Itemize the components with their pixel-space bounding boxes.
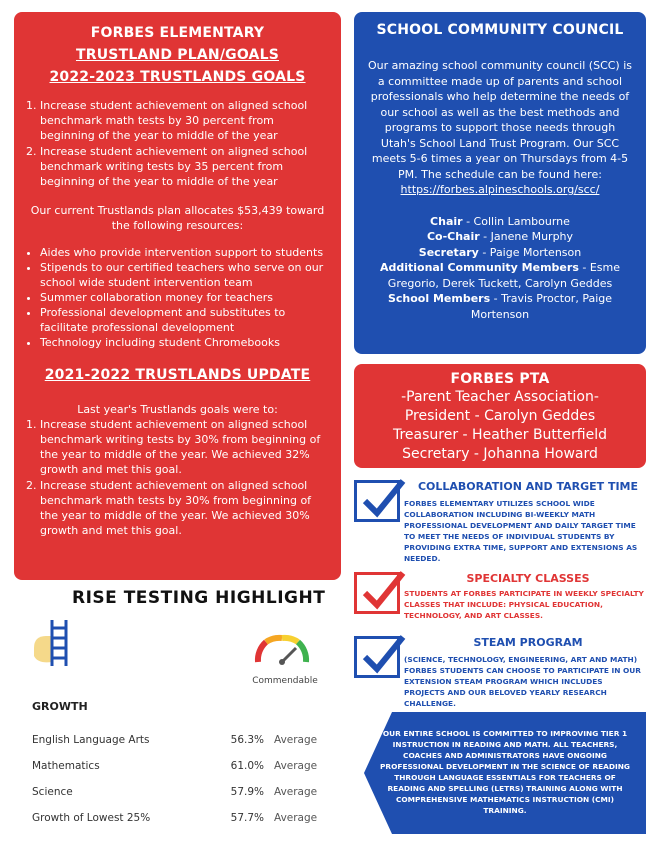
scc-title: SCHOOL COMMUNITY COUNCIL xyxy=(376,22,624,38)
cochair-label: Co-Chair xyxy=(426,230,480,243)
resource-item: • Professional development and substitutes to facilitate professional development xyxy=(40,305,329,335)
card-desc: STUDENTS AT FORBES PARTICIPATE IN WEEKLY SPECIALTY CLASSES THAT INCLUDE: PHYSICAL EDUCATION, TECHNOLOGY, AND ART CLASSES. xyxy=(404,589,644,620)
pta-title: FORBES PTA xyxy=(450,371,550,387)
score-value: 57.9% xyxy=(230,786,264,798)
checkbox-icon xyxy=(354,572,400,614)
scc-body: Our amazing school community council (SCC) is a committee made up of parents and school professionals who help determine the needs of our school as well as the best methods and programs to support those needs through Utah's School Land Trust Program. Our SCC meets 5-6 times a year on Thursdays from 4-5 PM. The schedule can be found here: xyxy=(368,59,633,181)
collaboration-card xyxy=(354,480,646,566)
plan-text: Our current Trustlands plan allocates $53,439 toward the following resources: xyxy=(30,204,325,232)
subject-name: Mathematics xyxy=(32,760,100,772)
score-rating: Average xyxy=(274,760,318,772)
score-value: 56.3% xyxy=(230,734,264,746)
checkbox-icon xyxy=(354,636,400,678)
goal-item: 1. Increase student achievement on aligned school benchmark math tests by 30 percent from beginning of the year to middle of the year xyxy=(40,98,329,143)
pta-line: Secretary - Johanna Howard xyxy=(402,446,598,462)
pta-line: -Parent Teacher Association- xyxy=(401,389,599,405)
growth-label: GROWTH xyxy=(32,700,88,713)
checkbox-icon xyxy=(354,480,400,522)
goal-item: 2. Increase student achievement on aligned school benchmark writing tests by 35 percent from beginning of the year to middle of the year xyxy=(40,144,329,189)
resource-item: • Aides who provide intervention support to students xyxy=(40,245,329,260)
gauge-label: Commendable xyxy=(252,676,318,686)
score-value: 61.0% xyxy=(230,760,264,772)
update-item: 2. Increase student achievement on aligned school benchmark math tests by 30% from beginning of the year to middle of the year. We achieved 30% growth and met this goal. xyxy=(40,478,329,538)
scc-section xyxy=(354,12,646,354)
chair-label: Chair xyxy=(430,214,463,228)
scc-link[interactable]: https://forbes.alpineschools.org/scc/ xyxy=(400,183,600,196)
score-row xyxy=(32,760,332,772)
tier1-banner xyxy=(364,712,646,834)
ladder-icon xyxy=(32,618,76,668)
tier1-text: OUR ENTIRE SCHOOL IS COMMITTED TO IMPROVING TIER 1 INSTRUCTION IN READING AND MATH. ALL TEACHERS, COACHES AND ADMINISTRATORS HAVE ONGOING PROFESSIONAL DEVELOPMENT IN THE SCIENCE OF READING THROUGH LANGUAGE ESSENTIALS FOR TEACHERS OF READING AND SPELLING (LETRS) TRAINING ALONG WITH COMPREHENSIVE MATHEMATICS INSTRUCTION (CMI) TRAINING. xyxy=(380,729,630,815)
resource-item: • Summer collaboration money for teachers xyxy=(40,290,329,305)
card-desc: (SCIENCE, TECHNOLOGY, ENGINEERING, ART AND MATH) FORBES STUDENTS CAN CHOOSE TO PARTICIPATE IN OUR EXTENSION STEAM PROGRAM WHICH INCLUDES PROJECTS AND OUR BELOVED YEARLY RESEARCH CHALLENGE. xyxy=(404,655,641,708)
card-title: COLLABORATION AND TARGET TIME xyxy=(417,480,639,493)
goals-title: 2022-2023 TRUSTLANDS GOALS xyxy=(49,69,306,85)
update-title: 2021-2022 TRUSTLANDS UPDATE xyxy=(44,367,311,383)
cochair-name: - Janene Murphy xyxy=(479,230,574,243)
specialty-card xyxy=(354,572,646,632)
plan-title: TRUSTLAND PLAN/GOALS xyxy=(75,47,279,63)
subject-name: Science xyxy=(32,786,73,798)
subject-name: English Language Arts xyxy=(32,734,150,746)
update-item: 1. Increase student achievement on aligned school benchmark writing tests by 30% from beginning of the year to middle of the year. We achieved 32% growth and met this goal. xyxy=(40,417,329,477)
chair-name: - Collin Lambourne xyxy=(462,214,570,228)
rise-title: RISE TESTING HIGHLIGHT xyxy=(72,588,326,608)
card-title: SPECIALTY CLASSES xyxy=(466,572,590,585)
school-members-label: School Members xyxy=(387,292,491,305)
gauge-icon xyxy=(252,626,312,666)
score-row xyxy=(32,734,332,746)
last-year-text: Last year's Trustlands goals were to: xyxy=(77,403,278,416)
goals-list xyxy=(26,98,329,189)
pta-section xyxy=(354,364,646,468)
pta-line: Treasurer - Heather Butterfield xyxy=(392,427,607,443)
updates-list xyxy=(26,417,329,538)
secretary-name: - Paige Mortenson xyxy=(478,245,582,259)
score-rating: Average xyxy=(274,786,318,798)
score-row xyxy=(32,812,332,824)
school-title: FORBES ELEMENTARY xyxy=(90,25,265,41)
secretary-label: Secretary xyxy=(418,245,479,259)
card-title: STEAM PROGRAM xyxy=(473,636,583,649)
score-rating: Average xyxy=(274,812,318,824)
addl-label: Additional Community Members xyxy=(379,261,579,274)
score-rating: Average xyxy=(274,734,318,746)
pta-line: President - Carolyn Geddes xyxy=(404,408,596,424)
rise-panel xyxy=(18,608,336,842)
card-desc: FORBES ELEMENTARY UTILIZES SCHOOL WIDE COLLABORATION INCLUDING BI-WEEKLY MATH PROFESSIONAL DEVELOPMENT AND DAILY TARGET TIME TO MEET THE NEEDS OF INDIVIDUAL STUDENTS BY PROVIDING EXTRA TIME, SUPPORT AND EXTENSIONS AS NEEDED. xyxy=(404,499,638,563)
addl-names: - Esme Gregorio, Derek Tuckett, Carolyn Geddes xyxy=(387,261,621,290)
steam-card xyxy=(354,636,646,708)
score-row xyxy=(32,786,332,798)
scc-members xyxy=(368,214,632,323)
school-members-names: - Travis Proctor, Paige Mortenson xyxy=(470,292,613,321)
resources-list xyxy=(26,245,329,350)
resource-item: • Stipends to our certified teachers who serve on our school wide student intervention team xyxy=(40,260,329,290)
score-value: 57.7% xyxy=(230,812,264,824)
resource-item: • Technology including student Chromebooks xyxy=(40,335,329,350)
trustland-section xyxy=(14,12,341,580)
subject-name: Growth of Lowest 25% xyxy=(32,812,151,824)
